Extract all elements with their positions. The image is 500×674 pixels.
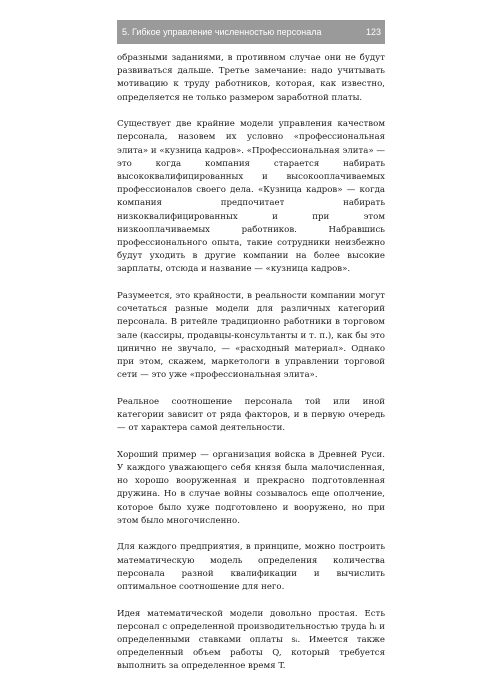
page-number: 123: [365, 27, 381, 37]
running-header: [117, 20, 385, 44]
paragraph: Разумеется, это крайности, в реальности компании могут сочетаться разные модели для различных категорий персонала. В ритейле традиционно работники в торговом зале (кассиры, продавцы-консультанты и т. п.), как бы это цинично не звучало, — «расходный материал». Однако при этом, скажем, маркетологи в управлении торговой сети — это уже «профессиональная элита».: [117, 291, 385, 381]
body-text: [117, 52, 385, 674]
paragraph: Реальное соотношение персонала той или иной категории зависит от ряда факторов, и в первую очередь — от характера самой деятельности.: [117, 396, 385, 434]
paragraph: Для каждого предприятия, в принципе, можно построить математическую модель определения количества персонала разной квалификации и вычислить оптимальное соотношение для него.: [117, 542, 385, 593]
paragraph: Существует две крайние модели управления качеством персонала, назовем их условно «профессиональная элита» и «кузница кадров». «Профессиональная элита» — это когда компания старается набирать высококвалифицированных и высокооплачиваемых профессионалов своего дела. «Кузница кадров» — когда компания предпочитает набирать низкоквалифицированных и при этом низкооплачиваемых работников. Набравшись профессионального опыта, такие сотрудники неизбежно будут уходить в другие компании на более высокие зарплаты, отсюда и название — «кузница кадров».: [117, 119, 385, 275]
paragraph: Хороший пример — организация войска в Древней Руси. У каждого уважающего себя князя была малочисленная, но хорошо вооруженная и прекрасно подготовленная дружина. Но в случае войны созывалось еще ополчение, которое было хуже подготовлено и вооружено, но при этом было многочисленно.: [117, 449, 385, 526]
paragraph: Идея математической модели довольно простая. Есть персонал с определенной производительностью труда hᵢ и определенными ставками оплаты sᵢ. Имеется также определенный объем работы Q, который требуется выполнить за определенное время T.: [117, 608, 385, 672]
chapter-title: 5. Гибкое управление численностью персонала: [122, 27, 322, 37]
paragraph: образными заданиями, в противном случае они не будут развиваться дальше. Третье замечание: надо учитывать мотивацию к труду работников, которая, как известно, определяется не только размером заработной платы.: [117, 53, 385, 103]
